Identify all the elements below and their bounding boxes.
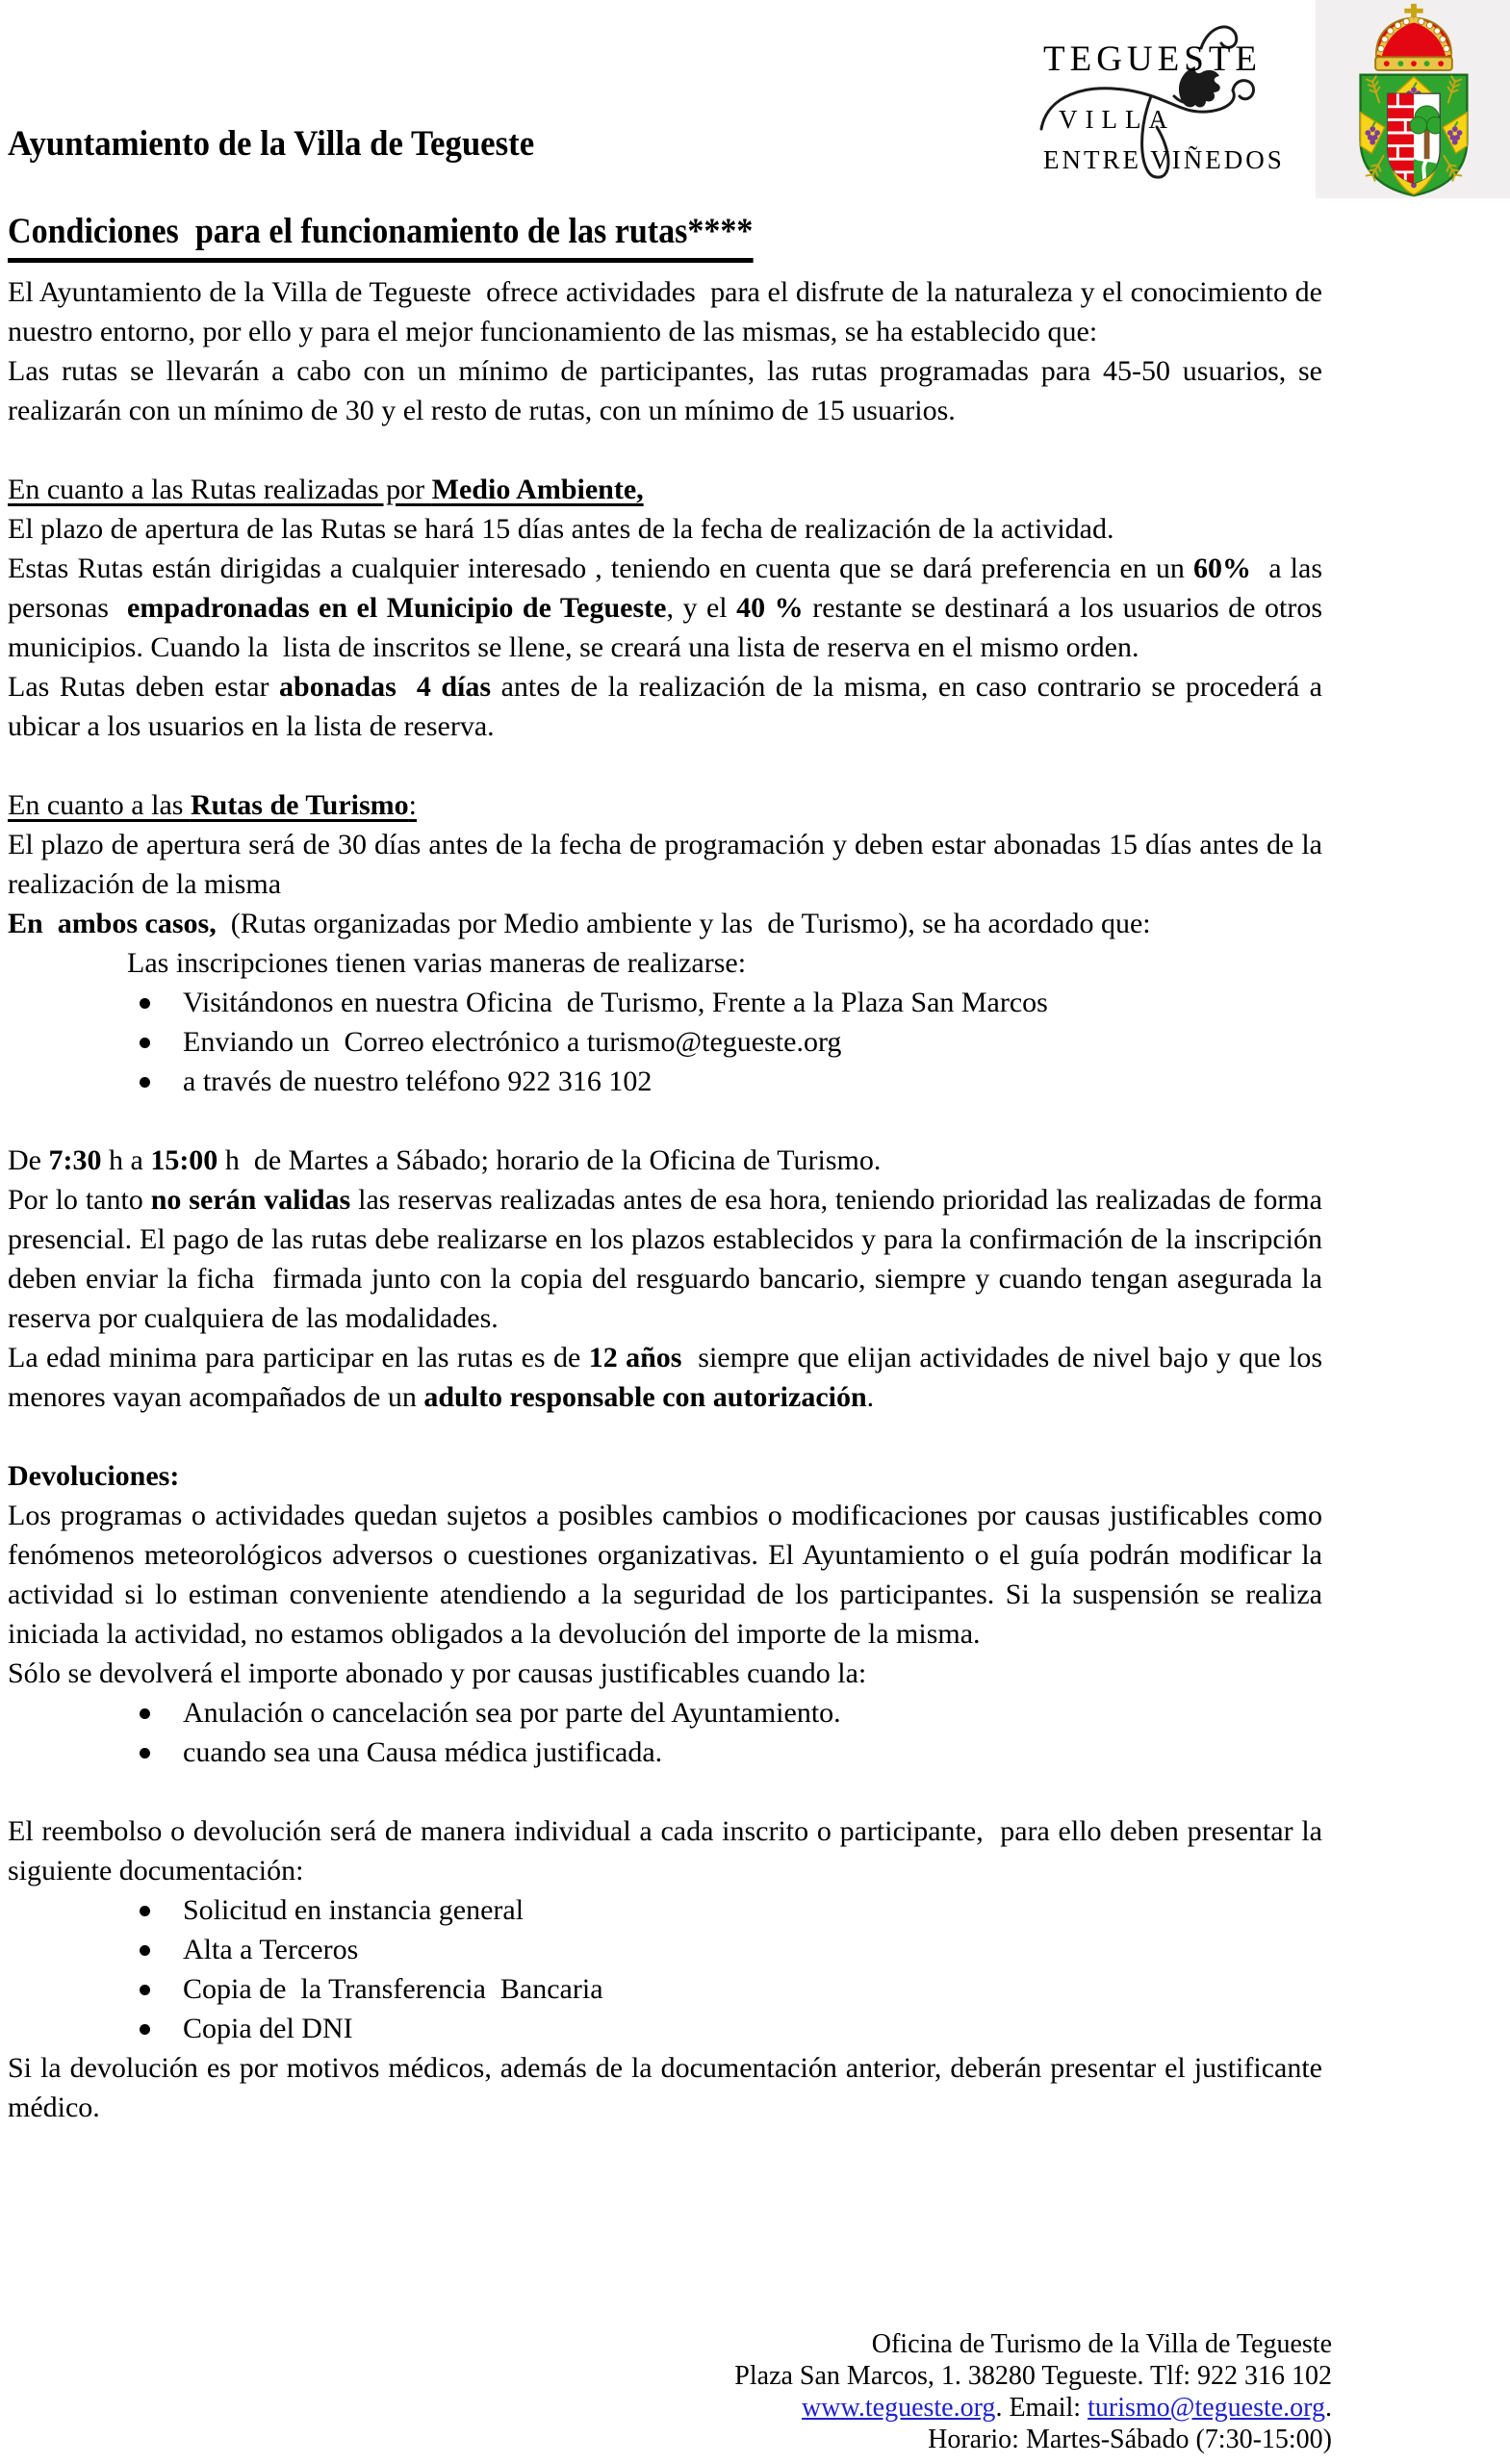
text-run: cuando sea una Causa médica justificada. (183, 1736, 663, 1768)
tegueste-logo (1037, 12, 1285, 190)
paragraph (8, 351, 1330, 430)
text-run: Las Rutas deben estar (8, 671, 280, 703)
section-heading-turismo (8, 785, 1322, 825)
text-run: El reembolso o devolución será de manera individual a cada inscrito o participante, para ello deben presentar la siguiente documentación: (8, 1815, 1330, 1886)
document-title (8, 211, 818, 263)
text-run: La edad minima para participar en las rutas es de (8, 1342, 589, 1373)
paragraph (8, 549, 1330, 667)
list-item (8, 1930, 1322, 1969)
list-item (8, 1732, 1322, 1772)
text-run: antes de la realización de la misma, en caso contrario se procederá a ubicar a los usuarios en la lista de reserva. (8, 671, 1330, 742)
spacer (8, 1417, 1322, 1456)
text-run: Oficina de Turismo de la Villa de Tegueste (871, 2329, 1332, 2359)
text-run: Las inscripciones tienen varias maneras de realizarse: (127, 947, 747, 979)
text-run: Rutas de Turismo (190, 789, 409, 821)
text-run: Por lo tanto (8, 1184, 151, 1216)
logo-subtitle-entre-vinedos: ENTRE VIÑEDOS (1043, 145, 1285, 174)
crown-icon (1375, 4, 1452, 70)
logo-subtitle-villa: VILLA (1059, 105, 1175, 134)
text-run: Sólo se devolverá el importe abonado y por causas justificables cuando la: (8, 1657, 867, 1689)
paragraph (8, 1496, 1330, 1654)
text-run: Alta a Terceros (183, 1934, 359, 1965)
text-run: , y el (666, 592, 737, 624)
list-item (8, 1969, 1322, 2009)
text-run: las reservas realizadas antes de esa hora, teniendo prioridad las realizadas de forma presencial. El pago de las rutas debe realizarse en los plazos establecidos y para la confirmación de la inscripción deben enviar la ficha firmada junto con la copia del resguardo bancario, siempre y cuando tengan asegurada la reserva por cualquiera de las modalidades. (8, 1184, 1330, 1334)
text-run: : (408, 789, 418, 821)
spacer (8, 1101, 1322, 1141)
text-run: Solicitud en instancia general (183, 1894, 525, 1926)
coat-of-arms-icon (1341, 2, 1487, 198)
text-run: restante se destinará a los usuarios de otros municipios. Cuando la lista de inscritos se llene, se creará una lista de reserva en el mismo orden. (8, 592, 1330, 663)
text-run: empadronadas en el Municipio de Tegueste (127, 592, 667, 624)
paragraph (8, 904, 1322, 943)
list-item (8, 1022, 1322, 1062)
paragraph (8, 1654, 1322, 1693)
document-footer (8, 2328, 1332, 2455)
text-run: . Email: (995, 2393, 1088, 2423)
text-run: 60% (1193, 552, 1252, 584)
text-run: Devoluciones: (8, 1460, 180, 1492)
text-run: 7:30 (48, 1144, 102, 1176)
section-heading-devoluciones (8, 1456, 1322, 1496)
paragraph (8, 667, 1330, 746)
footer-line (8, 2328, 1332, 2360)
text-run: Copia de la Transferencia Bancaria (183, 1973, 603, 2005)
document-title-text: Condiciones para el funcionamiento de las rutas**** (8, 211, 753, 263)
paragraph (8, 943, 1322, 983)
spacer (8, 430, 1322, 470)
text-run: En cuanto a las (8, 789, 191, 821)
text-run: . (866, 1381, 875, 1413)
text-run: El plazo de apertura de las Rutas se hará 15 días antes de la fecha de realización de la actividad. (8, 513, 1114, 545)
footer-line (8, 2392, 1332, 2424)
list-item (8, 2009, 1322, 2048)
text-run: 15:00 (150, 1144, 218, 1176)
list-item (8, 1890, 1322, 1930)
text-run: no serán validas (150, 1184, 351, 1216)
paragraph (8, 1811, 1330, 1890)
paragraph (8, 2048, 1330, 2127)
text-run: Si la devolución es por motivos médicos, además de la documentación anterior, deberán presentar el justificante médico. (8, 2052, 1330, 2123)
text-run: a través de nuestro teléfono 922 316 102 (183, 1065, 653, 1097)
text-run: El plazo de apertura será de 30 días antes de la fecha de programación y deben estar abonadas 15 días antes de la realización de la misma (8, 829, 1330, 900)
organization-title: Ayuntamiento de la Villa de Tegueste (8, 124, 535, 164)
bullet-list (8, 1890, 1322, 2048)
text-run: En cuanto a las Rutas realizadas por (8, 474, 432, 505)
text-run: h a (101, 1144, 151, 1176)
text-run: h de Martes a Sábado; horario de la Oficina de Turismo. (218, 1144, 882, 1176)
shield-icon (1361, 75, 1468, 195)
text-run: abonadas 4 días (279, 671, 492, 703)
text-run: . (1325, 2393, 1332, 2423)
text-run: El Ayuntamiento de la Villa de Tegueste ofrece actividades para el disfrute de la naturaleza y el conocimiento de nuestro entorno, por ello y para el mejor funcionamiento de las mismas, se ha establecido que: (8, 276, 1337, 347)
paragraph (8, 1141, 1322, 1180)
footer-line (8, 2360, 1332, 2392)
list-item (8, 1062, 1322, 1101)
spacer (8, 746, 1322, 785)
text-run: Plaza San Marcos, 1. 38280 Tegueste. Tlf: 922 316 102 (734, 2361, 1332, 2391)
text-run: Horario: Martes-Sábado (7:30-15:00) (928, 2425, 1332, 2454)
text-run: Copia del DNI (183, 2013, 353, 2044)
paragraph (8, 509, 1322, 549)
text-run: De (8, 1144, 49, 1176)
text-run: 40 % (736, 592, 804, 624)
text-run: Enviando un Correo electrónico a turismo@tegueste.org (183, 1026, 842, 1058)
logo-name: TEGUESTE (1043, 39, 1263, 79)
bullet-list (8, 1693, 1322, 1772)
paragraph (8, 1338, 1330, 1417)
text-run: 12 años (588, 1342, 682, 1373)
section-heading-medio-ambiente (8, 470, 1322, 509)
text-run: adulto responsable con autorización (423, 1381, 867, 1413)
bullet-list (8, 983, 1322, 1101)
text-run: Los programas o actividades quedan sujetos a posibles cambios o modificaciones por causas justificables como fenómenos meteorológicos adversos o cuestiones organizativas. El Ayuntamiento o el guía podrán modificar la actividad si lo estiman conveniente atendiendo a la seguridad de los participantes. Si la suspensión se realiza iniciada la actividad, no estamos obligados a la devolución del importe de la misma. (8, 1500, 1330, 1650)
text-run: Las rutas se llevarán a cabo con un mínimo de participantes, las rutas programadas para 45-50 usuarios, se realizarán con un mínimo de 30 y el resto de rutas, con un mínimo de 15 usuarios. (8, 355, 1330, 426)
paragraph (8, 272, 1337, 351)
text-run: siempre que elijan actividades de nivel bajo y que los menores vayan acompañados de un (8, 1342, 1330, 1413)
document-body (8, 272, 1337, 2127)
link-turismo-email[interactable]: turismo@tegueste.org (1088, 2393, 1325, 2423)
link-tegueste-website[interactable]: www.tegueste.org (802, 2393, 996, 2423)
text-run: Medio Ambiente, (431, 474, 644, 505)
paragraph (8, 825, 1330, 904)
text-run: Estas Rutas están dirigidas a cualquier interesado , teniendo en cuenta que se dará preferencia en un (8, 552, 1194, 584)
list-item (8, 983, 1322, 1022)
paragraph (8, 1180, 1330, 1338)
text-run: Anulación o cancelación sea por parte del Ayuntamiento. (183, 1697, 841, 1729)
text-run: Visitándonos en nuestra Oficina de Turismo, Frente a la Plaza San Marcos (183, 987, 1048, 1018)
text-run: (Rutas organizadas por Medio ambiente y las de Turismo), se ha acordado que: (216, 908, 1151, 939)
footer-line (8, 2424, 1332, 2455)
text-run: a las personas (8, 552, 1330, 624)
list-item (8, 1693, 1322, 1732)
spacer (8, 1772, 1322, 1811)
text-run: En ambos casos, (8, 908, 217, 939)
